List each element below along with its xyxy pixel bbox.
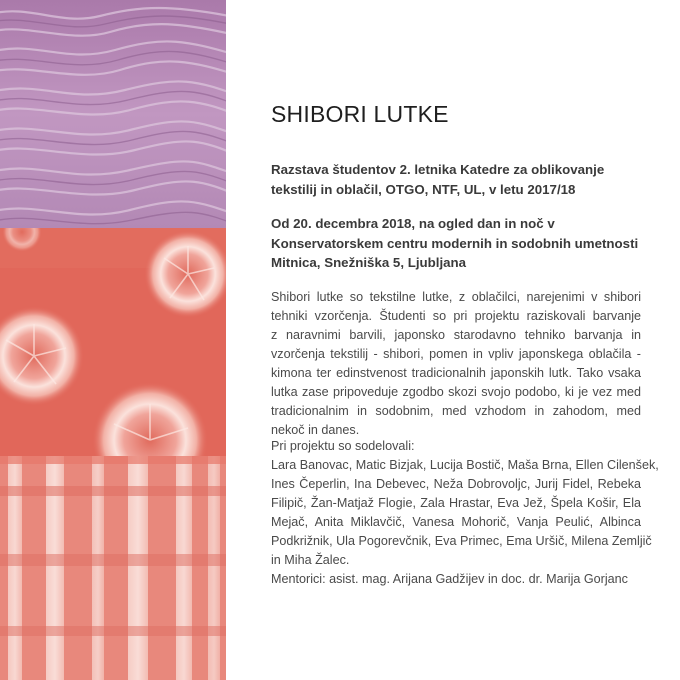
fabric-swatch-column: [0, 0, 226, 680]
exhibition-intro: [271, 160, 604, 199]
credits-names-line: Filipič, Žan-Matjaž Flogie, Zala Hrastar, Eva Jež, Špela Košir, Ela: [271, 496, 641, 510]
intro-line: Razstava študentov 2. letnika Katedre za oblikovanje: [271, 162, 605, 177]
exhibition-title: SHIBORI LUTKE: [271, 101, 449, 127]
description-line: tehniki vzorčenja. Študenti so pri projektu raziskovali barvanje: [271, 309, 641, 323]
dates-line: Konservatorskem centru modernih in sodobnih umetnosti: [271, 235, 639, 251]
dates-line: Od 20. decembra 2018, na ogled dan in noč v: [271, 216, 555, 231]
salmon-stripe-shibori-swatch: [0, 456, 226, 680]
credits-mentors: Mentorici: asist. mag. Arijana Gadžijev in doc. dr. Marija Gorjanc: [271, 572, 628, 586]
dates-line: Mitnica, Snežniška 5, Ljubljana: [271, 255, 467, 270]
coral-shibori-swatch: [0, 228, 226, 456]
credits-names-line: Podkrižnik, Ula Pogorevčnik, Eva Primec, Ema Uršič, Milena Zemljič: [271, 534, 652, 548]
description-line: nekoč in danes.: [271, 423, 360, 437]
description-line: lutka zase pripoveduje zgodbo skozi svojo podobo, ki je vez med: [271, 385, 641, 399]
exhibition-description: [271, 288, 641, 440]
project-credits: [271, 437, 659, 589]
credits-names-line: in Miha Žalec.: [271, 553, 350, 567]
credits-names-line: Lara Banovac, Matic Bizjak, Lucija Bostič, Maša Brna, Ellen Cilenšek,: [271, 458, 659, 472]
intro-line: tekstilij in oblačil, OTGO, NTF, UL, v letu 2017/18: [271, 181, 576, 197]
exhibition-dates-venue: [271, 214, 638, 273]
description-line: tradicionalnim in sodobnim, med vzhodom in zahodom, med: [271, 404, 641, 418]
credits-names-line: Mejač, Anita Miklavčič, Vanesa Mohorič, Vanja Peulić, Albinca: [271, 515, 641, 529]
description-line: kimona ter edinstvenost tradicionalnih japonskih lutk. Tako vsaka: [271, 366, 641, 380]
credits-names-line: Ines Čeperlin, Ina Debevec, Neža Dobrovoljc, Jurij Fidel, Rebeka: [271, 477, 641, 491]
credits-heading: Pri projektu so sodelovali:: [271, 439, 415, 453]
description-line: Shibori lutke so tekstilne lutke, z oblačilci, narejenimi v shibori: [271, 290, 641, 304]
lilac-shibori-swatch: [0, 0, 226, 228]
description-line: vzorčenja tekstilij - shibori, pomen in vpliv japonskega oblačila -: [271, 347, 641, 361]
description-line: z naravnimi barvili, japonsko starodavno tehniko barvanja in: [271, 328, 641, 342]
